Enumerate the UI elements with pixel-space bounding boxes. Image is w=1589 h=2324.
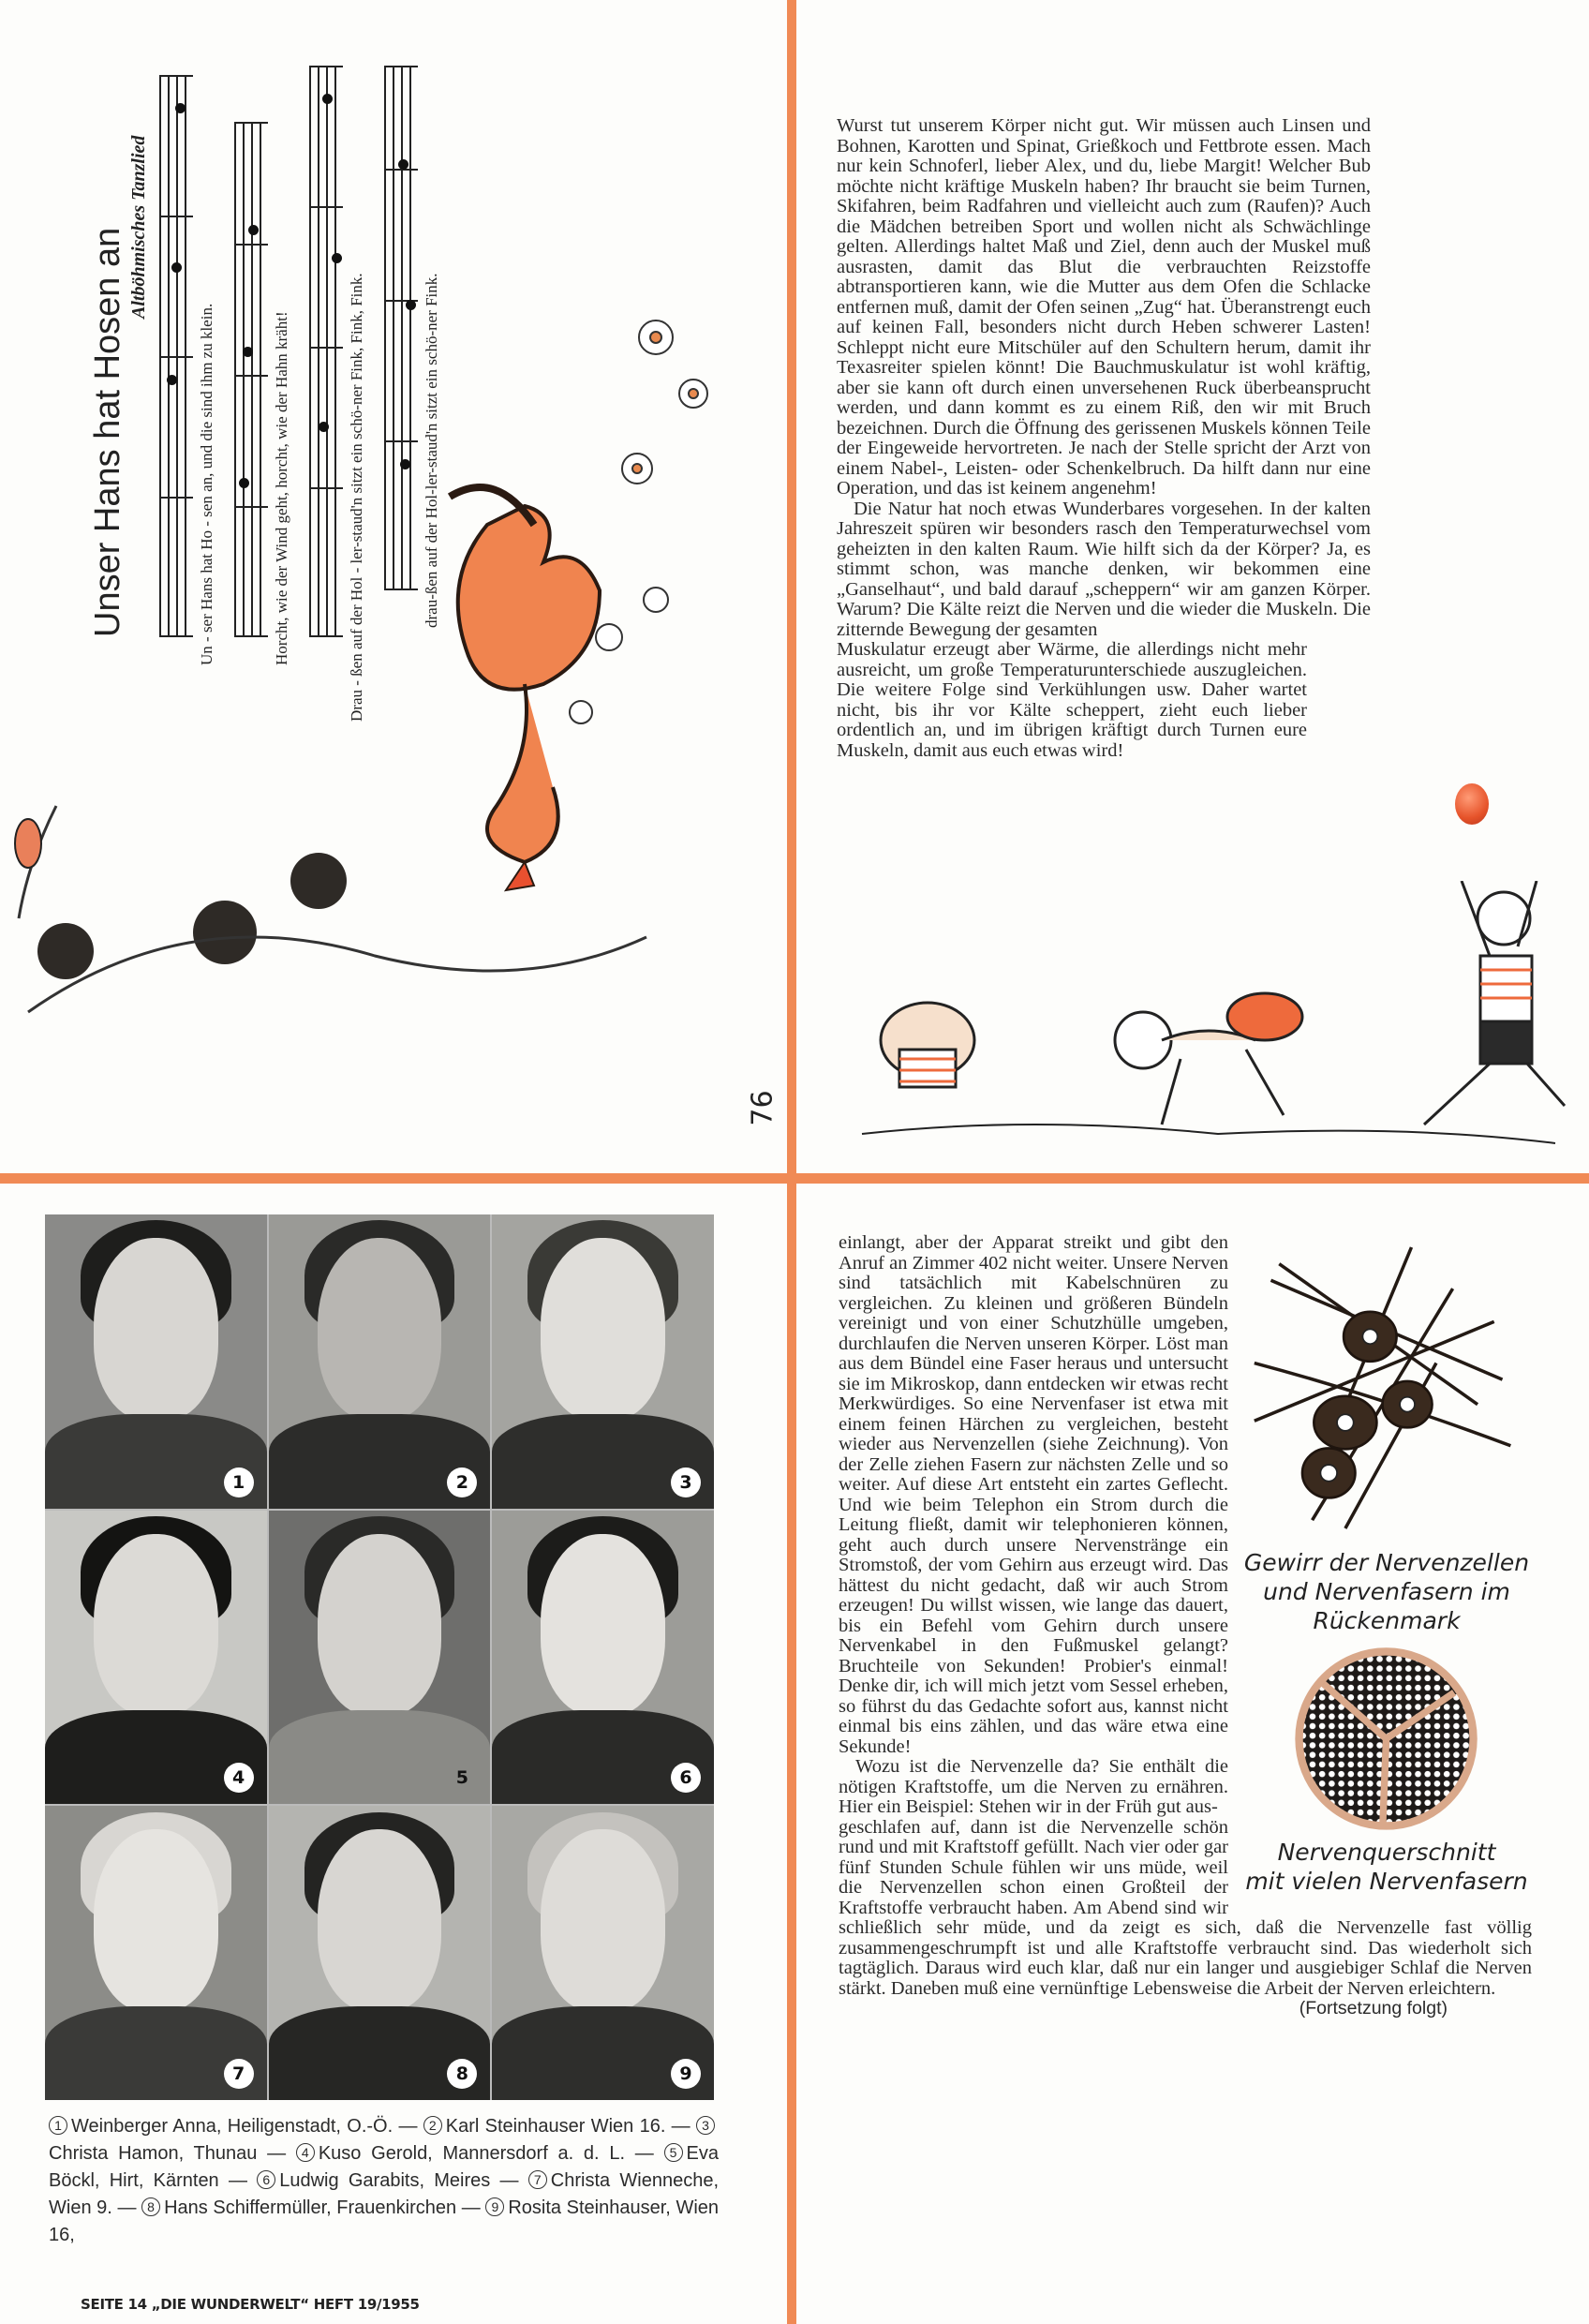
- portrait-photo: [269, 1214, 491, 1509]
- berries: [37, 853, 347, 979]
- figure-caption-nerve-cells: Gewirr der Nervenzellen und Nervenfasern im Rückenmark: [1243, 1549, 1530, 1634]
- caption-item: 1 Weinberger Anna, Heiligenstadt, O.-Ö. —: [49, 2116, 417, 2137]
- photo-number-badge: 8: [447, 2059, 477, 2089]
- child-somersault: [881, 1003, 974, 1087]
- paragraph: Muskulatur erzeugt aber Wärme, die allerdings nicht mehr ausreicht, um große Temperaturunterschiede auszugleichen. Die weitere Folge sind Verkühlungen usw. Daher wartet nicht, bis ihr vor Kälte scheppert, zieht euch lieber ordentlich an, und im übrigen kräftigt durch Turnen eure Muskeln, damit aus euch etwas wird!: [837, 639, 1307, 761]
- figure-nerve-cells: [1241, 1233, 1532, 1905]
- portrait-photo: [492, 1806, 714, 2100]
- paragraph: Wozu ist die Nervenzelle da? Sie enthält die nötigen Kraftstoffe, um die Nerven zu ernähren. Hier ein Beispiel: Stehen wir in der Früh gut aus-: [839, 1756, 1228, 1817]
- photo-number-badge: 3: [671, 1467, 701, 1497]
- caption-item: 7 Christa Wienneche, Wien 9. —: [49, 2170, 720, 2218]
- continued-note: (Fortsetzung folgt): [1299, 1998, 1448, 2019]
- music-staff-4: [384, 66, 418, 590]
- caption-item: 8 Hans Schiffermüller, Frauenkirchen —: [141, 2197, 481, 2218]
- portrait-photo: [45, 1214, 267, 1509]
- caption-item: 4 Kuso Gerold, Mannersdorf a. d. L. —: [296, 2143, 654, 2164]
- photo-number-badge: 5: [455, 1767, 468, 1789]
- article-top-text: [837, 116, 1371, 761]
- song-title: Unser Hans hat Hosen an: [88, 227, 127, 637]
- portrait-photo: [269, 1806, 491, 2100]
- portrait-photo: [492, 1511, 714, 1805]
- child-catching: [1424, 881, 1565, 1125]
- lyric-line-4: drau-ßen auf der Hol-ler-staud'n sitzt ein schö-ner Fink.: [423, 273, 440, 628]
- bird-icon: [15, 819, 41, 868]
- paragraph: Die Natur hat noch etwas Wunderbares vorgesehen. In der kalten Jahreszeit spüren wir besonders rasch den Temperaturwechsel vom geheizten in den kalten Raum. Wie hilft sich da der Körper? Ja, es stimmt schon, was manche denken, wir bekommen eine „Ganselhaut“, und bald darauf „scheppern“ wir am ganzen Körper. Warum? Die Kälte reizt die Nerven und die wieder die Muskeln. Die zitternde Bewegung der gesamten: [837, 498, 1371, 640]
- ball-icon: [1455, 783, 1489, 825]
- figure-caption-cross-section: Nervenquerschnitt mit vielen Nervenfasern: [1245, 1839, 1528, 1895]
- caption-item: 6 Ludwig Garabits, Meires —: [257, 2170, 518, 2191]
- lyric-line-2: Horcht, wie der Wind geht, horcht, wie der Hahn kräht!: [273, 311, 290, 665]
- caption-item: 9 Rosita Steinhauser, Wien 16,: [49, 2197, 720, 2245]
- nerve-cross-section-illustration: [1288, 1645, 1485, 1832]
- article-bottom-text: [839, 1233, 1532, 2019]
- children-playing-illustration: [843, 881, 1574, 1162]
- page-footer: SEITE 14 „DIE WUNDERWELT“ HEFT 19/1955: [81, 2296, 420, 2313]
- photo-number-badge: 4: [224, 1763, 254, 1793]
- paragraph: einlangt, aber der Apparat streikt und gibt den Anruf an Zimmer 402 nicht weiter. Unsere Nerven sind tatsächlich mit Kabelschnüren zu vergleichen. Zu kleinen und größeren Bündeln vereinigt und von einer Schutzhülle umgeben, durchlaufen die Nerven unseren Körper. Löst man aus dem Bündel eine Faser heraus und untersucht sie im Mikroskop, dann entdecken wir etwas recht Merkwürdiges. So eine Nervenfaser ist etwa mit einem feinen Härchen zu vergleichen, besteht wieder aus Nervenzellen (siehe Zeichnung). Von der Zelle ziehen Fasern zur nächsten Zelle und so weiter. Auf diese Art entsteht ein zartes Geflecht. Und wie beim Telephon ein Strom durch die Leitung fließt, damit wir telephonieren können, geht auch durch unsere Nervenstränge ein Stromstoß, der vom Gehirn aus erzeugt wird. Das hättest du nicht gedacht, daß wir auch Strom erzeugen! Du willst wissen, wie lange das dauert, bis ein Befehl vom Gehirn durch unsere Nervenkabel in den Fußmuskel gelangt? Bruchteile von Sekunden! Probier's einmal! Denke dir, ich will mich jetzt vom Sessel erheben, so führst du das Gedachte sofort aus, kannst nicht einmal bis eins zählen, und das wäre etwa eine Sekunde!: [839, 1232, 1228, 1757]
- portrait-photo: [45, 1806, 267, 2100]
- photo-captions: [49, 2113, 719, 2249]
- vertical-divider: [787, 0, 796, 2324]
- nerve-cells-illustration: [1246, 1233, 1527, 1542]
- caption-item: 3Christa Hamon, Thunau —: [49, 2116, 719, 2164]
- lyric-line-1: Un - ser Hans hat Ho - sen an, und die sind ihm zu klein.: [198, 303, 215, 665]
- song-sheet: [37, 66, 750, 806]
- photo-number-badge: 2: [447, 1467, 477, 1497]
- horizontal-divider: [0, 1173, 1589, 1184]
- photo-number-badge: 9: [671, 2059, 701, 2089]
- paragraph: geschlafen auf, dann ist die Nervenzelle schön rund und mit Kraftstoff gefüllt. Nach vier oder gar fünf Stunden Schule fühlen wir uns müde, weil die Nervenzellen schon einen Großteil der Kraftstoffe verbraucht haben. Am Abend sind wir schließlich sehr müde, und da zeigt es sich, daß die Nervenzelle fast völlig zusammengeschrumpft ist und alle Kraftstoffe verbraucht sind. Das wiederholt sich tagtäglich. Daraus wird euch klar, daß nur ein langer und ausgiebiger Schlaf die Nerven stärkt. Daneben muß eine vernünftige Lebensweise die Arbeit der Nerven erleichtern.: [839, 1816, 1532, 1999]
- song-subtitle: Altböhmisches Tanzlied: [128, 135, 149, 319]
- caption-item: 2 Karl Steinhauser Wien 16. —: [423, 2116, 691, 2137]
- music-staff-3: [309, 66, 343, 637]
- music-staff-2: [234, 122, 268, 637]
- photo-number-badge: 6: [671, 1763, 701, 1793]
- music-staff-1: [159, 75, 193, 637]
- portrait-photo: [269, 1511, 491, 1805]
- photo-grid: [45, 1214, 714, 2100]
- photo-number-badge: 1: [224, 1467, 254, 1497]
- portrait-photo: [45, 1511, 267, 1805]
- caption-item: 5 Eva Böckl, Hirt, Kärnten —: [49, 2143, 719, 2191]
- child-crawling: [1115, 993, 1302, 1125]
- side-page-number: 76: [746, 1090, 780, 1126]
- paragraph: Wurst tut unserem Körper nicht gut. Wir müssen auch Linsen und Bohnen, Karotten und Spinat, Grießkoch und Fettbrote essen. Mach nur kein Schnoferl, lieber Alex, und du, liebe Margit! Welcher Bub möchte nicht kräftige Muskeln haben? Ihr braucht sie beim Turnen, Skifahren, beim Radfahren und vielleicht auch zum (Raufen)? Auch die Mädchen betreiben Sport und wollen nicht als Schwächlinge gelten. Allerdings haltet Maß und Ziel, denn auch der Muskel muß ausrasten, damit das Blut die verbrauchten Reizstoffe abtransportieren kann, wie die Mutter aus dem Ofen die Schlacke entfernen muß, damit der Ofen seinen „Zug“ hat. Überanstrengt euch auf keinen Fall, besonders nicht durch Heben schwerer Lasten! Schleppt nicht eure Mitschüler auf den Schultern herum, damit ihr Texasreiter spielen könnt! Die Bauchmuskulatur ist wohl kräftig, aber sie kann oft durch einen unversehenen Ruck überbeansprucht werden, und dann kommt es zu einem Riß, den wir mit Bruch bezeichnen. Durch die Öffnung des gerissenen Muskels können Teile der Eingeweide hervortreten. Je nach der Stelle spricht der Arzt von einem Nabel-, Leisten- oder Schenkelbruch. Da hilft dann nur eine Operation, und das ist keinem angenehm!: [837, 115, 1371, 499]
- portrait-photo: [492, 1214, 714, 1509]
- lyric-line-3: Drau - ßen auf der Hol - ler-staud'n sitzt ein schö-ner Fink, Fink, Fink.: [348, 273, 365, 722]
- photo-number-badge: 7: [224, 2059, 254, 2089]
